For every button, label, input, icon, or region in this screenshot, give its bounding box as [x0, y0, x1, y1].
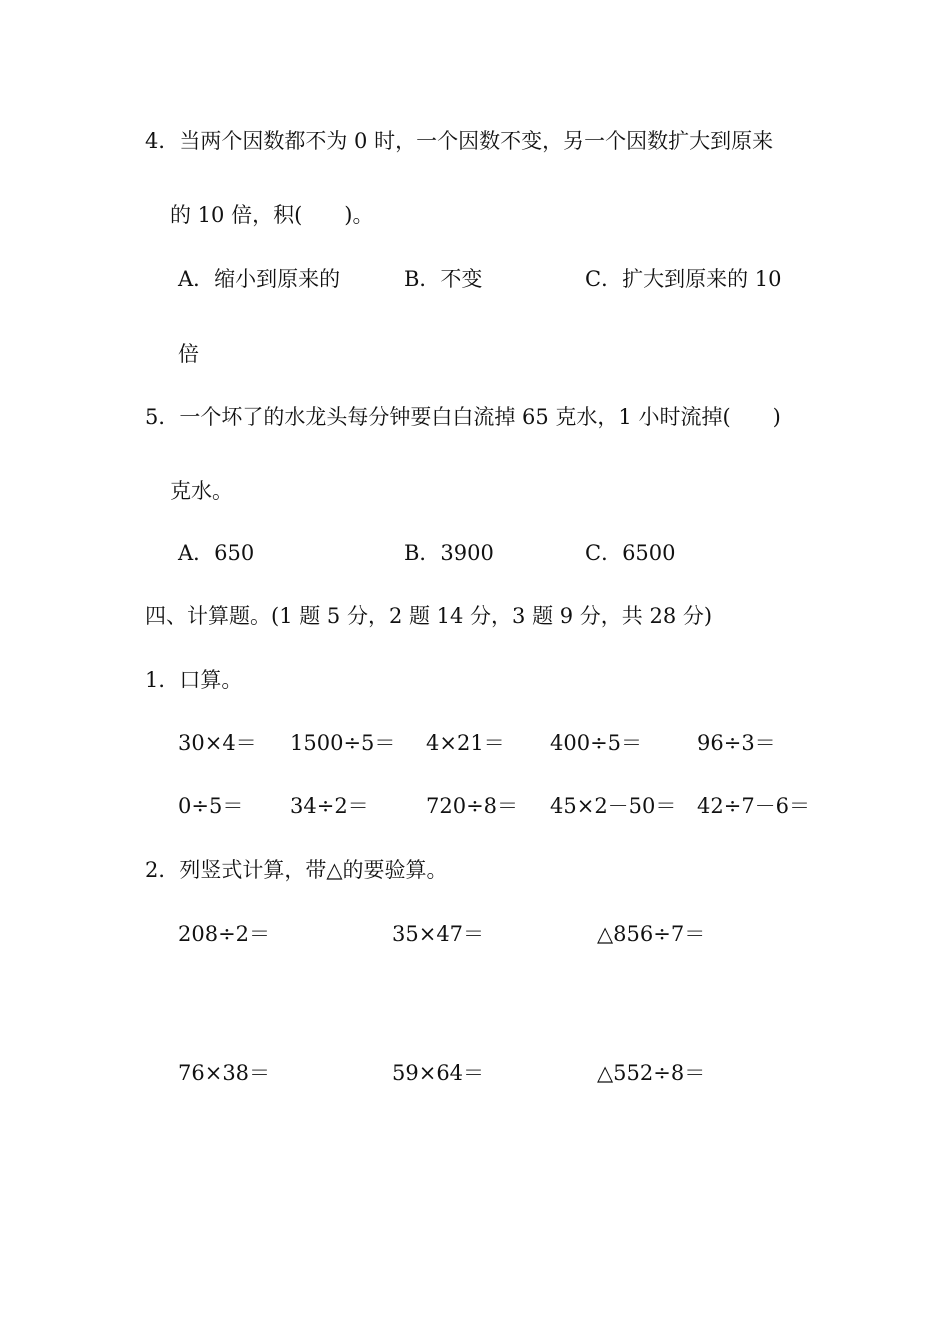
q5-option-b: B．3900	[404, 541, 494, 565]
oral-calc-item: 45×2－50＝	[550, 794, 677, 818]
oral-calc-item: 4×21＝	[426, 731, 505, 755]
oral-calc-item: 400÷5＝	[550, 731, 643, 755]
q5-line2: 克水。	[170, 479, 233, 503]
q5-option-c: C．6500	[585, 541, 676, 565]
oral-calc-item: 34÷2＝	[290, 794, 369, 818]
oral-calc-item: 96÷3＝	[697, 731, 776, 755]
section-heading: 四、计算题。(1 题 5 分，2 题 14 分，3 题 9 分，共 28 分)	[145, 604, 713, 628]
vertical-calc-item: △856÷7＝	[597, 922, 706, 946]
q4-line1: 4．当两个因数都不为 0 时，一个因数不变，另一个因数扩大到原来	[145, 129, 774, 153]
q5-option-a: A．650	[178, 541, 255, 565]
vertical-calc-item: 35×47＝	[392, 922, 485, 946]
q4-option-b: B．不变	[404, 267, 483, 291]
part1-title: 1．口算。	[145, 668, 243, 692]
vertical-calc-item: 208÷2＝	[178, 922, 271, 946]
oral-calc-item: 0÷5＝	[178, 794, 244, 818]
vertical-calc-item: 76×38＝	[178, 1061, 271, 1085]
part2-title: 2．列竖式计算，带△的要验算。	[145, 858, 448, 882]
oral-calc-item: 1500÷5＝	[290, 731, 396, 755]
oral-calc-item: 720÷8＝	[426, 794, 519, 818]
q4-option-c: C．扩大到原来的 10	[585, 267, 782, 291]
vertical-calc-item: 59×64＝	[392, 1061, 485, 1085]
q4-option-c-wrap: 倍	[178, 342, 199, 366]
q4-line2: 的 10 倍，积( )。	[170, 203, 374, 227]
q5-line1: 5．一个坏了的水龙头每分钟要白白流掉 65 克水，1 小时流掉( )	[145, 405, 781, 429]
oral-calc-item: 30×4＝	[178, 731, 257, 755]
oral-calc-item: 42÷7－6＝	[697, 794, 811, 818]
vertical-calc-item: △552÷8＝	[597, 1061, 706, 1085]
q4-option-a: A．缩小到原来的	[178, 267, 341, 291]
